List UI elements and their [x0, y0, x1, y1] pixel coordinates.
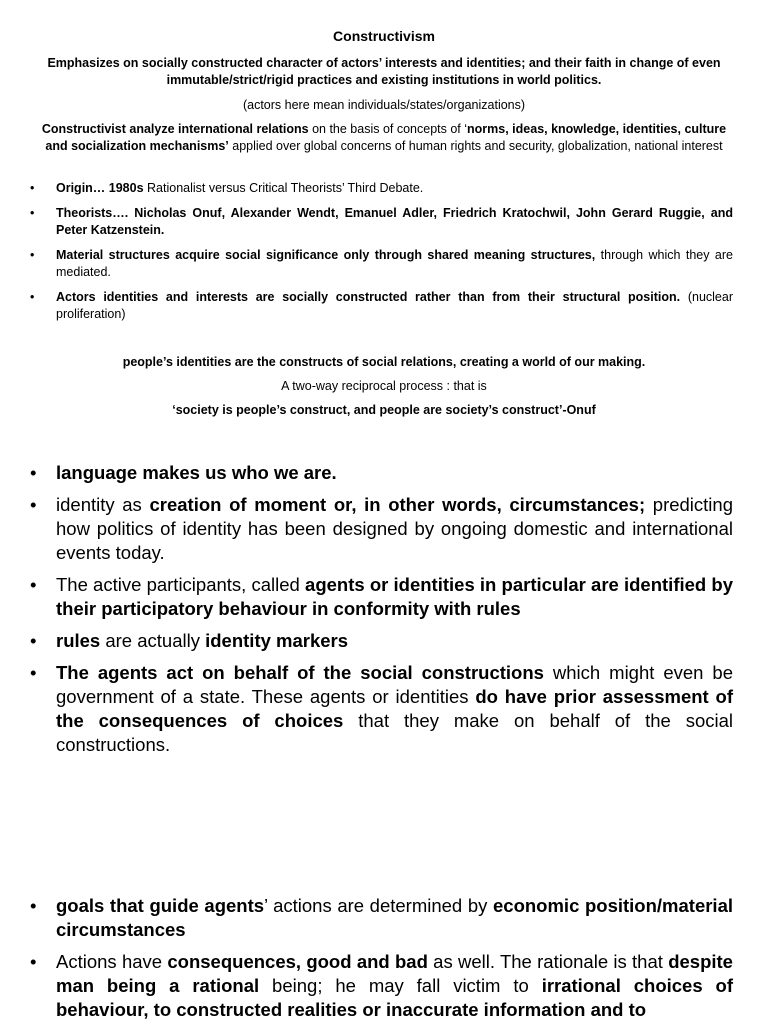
bullet-bold: Origin… 1980s — [56, 181, 144, 195]
list-item — [30, 950, 733, 1022]
large-bullet-list — [30, 461, 733, 765]
bullet-text: through which they are mediated. — [56, 248, 733, 279]
bullet-icon: • — [30, 290, 35, 304]
bullet-bold: Material structures acquire social significance only through shared meaning structures, — [56, 248, 596, 262]
middle-process: A two-way reciprocal process : that is — [281, 379, 487, 393]
page-title: Constructivism — [333, 28, 435, 44]
bullet-icon: • — [30, 494, 37, 515]
middle-onuf-quote: ‘society is people’s construct, and people are society’s construct’-Onuf — [172, 403, 596, 417]
bullet-bold: identity markers — [205, 630, 349, 651]
list-item — [30, 247, 733, 281]
bullet-icon: • — [30, 248, 35, 262]
bullet-icon: • — [30, 462, 37, 483]
bullet-icon: • — [30, 630, 37, 651]
list-item — [30, 573, 733, 621]
list-item — [30, 461, 733, 485]
bullet-bold: language makes us who we are. — [56, 462, 337, 483]
bullet-text: that they make on behalf of the social constructions. — [56, 710, 733, 755]
bullet-text: as well. The rationale is that — [427, 951, 669, 972]
bullet-bold: irrational choices of behaviour, to constructed realities or inaccurate information and to — [56, 975, 733, 1020]
bullet-bold: creation of moment or, in other words, circumstances; — [149, 494, 646, 515]
intro-analysis-text-1: on the basis of concepts of ‘ — [308, 122, 468, 136]
bullet-icon: • — [30, 951, 37, 972]
intro-emphasis: Emphasizes on socially constructed character of actors’ interests and identities; and their faith in change of even immutable/strict/rigid practices and existing institutions in world politics. — [47, 56, 721, 87]
bullet-text: being; he may fall victim to — [259, 975, 542, 996]
bullet-bold: goals that guide agents — [56, 895, 265, 916]
bullet-text: Rationalist versus Critical Theorists’ Third Debate. — [143, 181, 424, 195]
list-item — [30, 205, 733, 239]
bullet-bold: economic position/material circumstances — [56, 895, 734, 940]
bullet-icon: • — [30, 206, 35, 220]
small-bullet-list — [30, 180, 733, 331]
list-item — [30, 180, 733, 197]
bullet-text: which might even be government of a state. These agents or identities — [56, 662, 733, 707]
bullet-bold: rules — [56, 630, 101, 651]
bullet-text: predicting how politics of identity has been designed by ongoing domestic and international events today. — [56, 494, 733, 563]
bullet-text: are actually — [100, 630, 206, 651]
bullet-text: identity as — [56, 494, 150, 515]
list-item — [30, 661, 733, 757]
bullet-icon: • — [30, 181, 35, 195]
bullet-bold: Theorists…. Nicholas Onuf, Alexander Wendt, Emanuel Adler, Friedrich Kratochwil, John Gerard Ruggie, and Peter Katzenstein. — [56, 206, 733, 237]
intro-analysis-text-2: applied over global concerns of human rights and security, globalization, national interest — [228, 139, 723, 153]
list-item — [30, 629, 733, 653]
intro-analysis-bold-2: norms, ideas, knowledge, identities, culture and socialization mechanisms’ — [45, 122, 727, 153]
bullet-bold: agents or identities in particular are identified by their participatory behaviour in conformity with rules — [56, 574, 733, 619]
bullet-icon: • — [30, 662, 37, 683]
bullet-icon: • — [30, 574, 37, 595]
bullet-bold: The agents act on behalf of the social constructions — [56, 662, 544, 683]
middle-identities: people’s identities are the constructs of social relations, creating a world of our making. — [122, 355, 646, 369]
list-item — [30, 493, 733, 565]
bullet-bold: despite man being a rational — [56, 951, 733, 996]
bullet-bold: consequences, good and bad — [167, 951, 428, 972]
bullet-bold: do have prior assessment of the consequences of choices — [56, 686, 733, 731]
bullet-icon: • — [30, 895, 37, 916]
intro-actors-note: (actors here mean individuals/states/organizations) — [242, 98, 526, 112]
intro-analysis-bold-1: Constructivist analyze international relations — [41, 122, 309, 136]
intro-analysis — [30, 121, 738, 155]
list-item — [30, 289, 733, 323]
bullet-text: ’ actions are determined by — [264, 895, 493, 916]
list-item — [30, 894, 733, 942]
bullet-text: (nuclear proliferation) — [56, 290, 733, 321]
bullet-bold: Actors identities and interests are socially constructed rather than from their structural position. — [56, 290, 681, 304]
bullet-text: Actions have — [56, 951, 168, 972]
bottom-bullet-list — [30, 894, 733, 1030]
bullet-text: The active participants, called — [56, 574, 306, 595]
